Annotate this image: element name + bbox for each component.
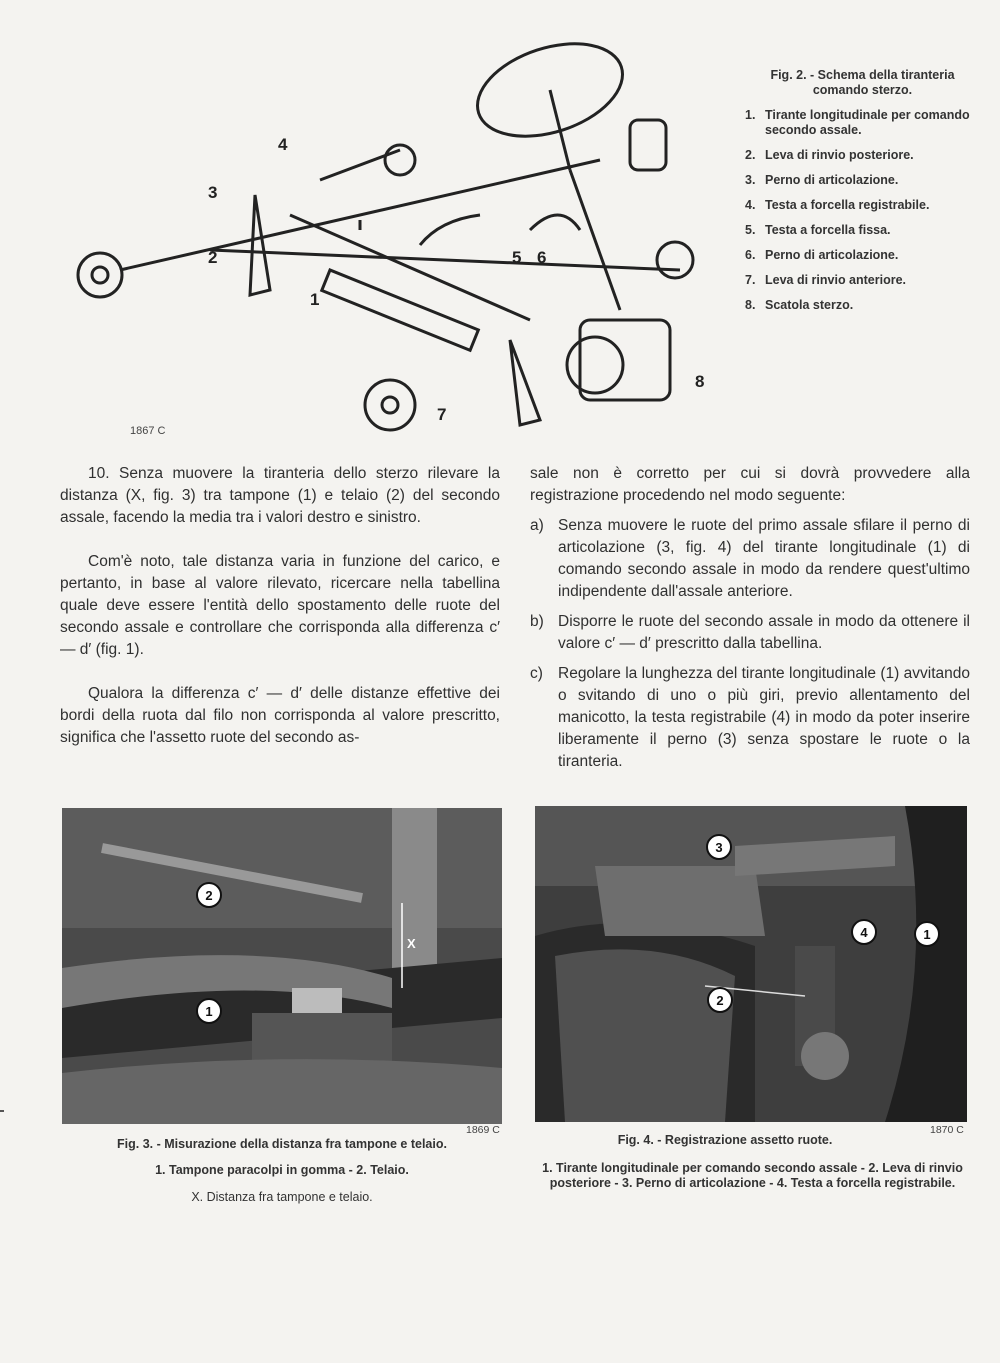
- fig4-badge-4: 4: [851, 919, 877, 945]
- item-number: 3.: [745, 173, 756, 187]
- fig2-item: [745, 248, 980, 263]
- item-text: Scatola sterzo.: [765, 298, 854, 312]
- item-text: Perno di articolazione.: [765, 248, 899, 262]
- fig4-photo-drawing: [535, 806, 967, 1122]
- paragraph: 10. Senza muovere la tiranteria dello sterzo rilevare la distanza (X, fig. 3) tra tampone (1) e telaio (2) del secondo assale, facendo la media tra i valori destro e sinistro.: [60, 465, 500, 526]
- steering-linkage-drawing: [60, 20, 740, 450]
- list-item: [530, 663, 970, 773]
- callout-1: 1: [310, 290, 320, 309]
- item-number: 7.: [745, 273, 756, 287]
- item-label: c): [530, 665, 543, 682]
- item-text: Testa a forcella registrabile.: [765, 198, 930, 212]
- item-number: 5.: [745, 223, 756, 237]
- fig3-caption: Fig. 3. - Misurazione della distanza fra tampone e telaio.: [117, 1137, 447, 1151]
- fig3-photo: [62, 808, 502, 1124]
- item-text: Tirante longitudinale per comando secondo assale.: [765, 108, 970, 137]
- item-number: 2.: [745, 148, 756, 162]
- fig4-badge-2: 2: [707, 987, 733, 1013]
- fig3-photo-drawing: [62, 808, 502, 1124]
- steering-linkage-diagram: [60, 20, 740, 450]
- fig4-caption: Fig. 4. - Registrazione assetto ruote.: [617, 1133, 833, 1147]
- fig2-items: [745, 108, 980, 313]
- callout-5: 5: [512, 248, 522, 267]
- item-number: 6.: [745, 248, 756, 262]
- item-number: 4.: [745, 198, 756, 212]
- item-text: Leva di rinvio posteriore.: [765, 148, 914, 162]
- fig4-photo: [535, 806, 967, 1122]
- fig2-item: [745, 223, 980, 238]
- item-number: 8.: [745, 298, 756, 312]
- fig4-legend: 1. Tirante longitudinale per comando secondo assale - 2. Leva di rinvio posteriore - 3. Perno di articolazione - 4. Testa a forcella registrabile.: [542, 1161, 963, 1190]
- fig2-item: [745, 298, 980, 313]
- fig3-badge-1: 1: [196, 998, 222, 1024]
- list-item: [530, 611, 970, 655]
- fig2-item: [745, 148, 980, 163]
- callout-3: 3: [208, 183, 218, 202]
- item-text: Testa a forcella fissa.: [765, 223, 891, 237]
- callout-6: 6: [537, 248, 547, 267]
- fig3-code: 1869 C: [466, 1124, 500, 1136]
- text-column-right: [530, 463, 970, 781]
- fig4-badge-1: 1: [914, 921, 940, 947]
- fig3-note: X. Distanza fra tampone e telaio.: [191, 1190, 373, 1204]
- callout-8: 8: [695, 372, 705, 391]
- list-item: [530, 515, 970, 603]
- edge-mark: [0, 1110, 4, 1112]
- fig3-legend: 1. Tampone paracolpi in gomma - 2. Telaio.: [155, 1163, 409, 1177]
- fig2-caption: Fig. 2. - Schema della tiranteria comando sterzo.: [770, 68, 955, 97]
- fig4-badge-3: 3: [706, 834, 732, 860]
- fig3-badge-2: 2: [196, 882, 222, 908]
- text-column-left: [60, 463, 500, 771]
- item-text: Senza muovere le ruote del primo assale sfilare il perno di articolazione (3, fig. 4) del tirante longitudinale (1) di comando secondo assale in modo da rendere quest'ultimo indipendente dall'assale anteriore.: [558, 517, 970, 600]
- fig2-legend: [745, 68, 980, 323]
- paragraph: sale non è corretto per cui si dovrà provvedere alla registrazione procedendo nel modo seguente:: [530, 465, 970, 504]
- item-text: Perno di articolazione.: [765, 173, 899, 187]
- fig2-item: [745, 108, 980, 138]
- callout-7: 7: [437, 405, 447, 424]
- fig2-item: [745, 198, 980, 213]
- diagram-code: 1867 C: [130, 425, 166, 437]
- fig4-code: 1870 C: [930, 1124, 964, 1136]
- callout-4: 4: [278, 135, 288, 154]
- item-text: Leva di rinvio anteriore.: [765, 273, 907, 287]
- item-label: a): [530, 517, 544, 534]
- item-text: Regolare la lunghezza del tirante longitudinale (1) avvitando o svitando di uno o più giri, previo allentamento del manicotto, la testa registrabile (4) in modo da poter inserire liberamente il perno (3) senza spostare le ruote o la tiranteria.: [558, 665, 970, 770]
- paragraph: Qualora la differenza c′ — d′ delle distanze effettive dei bordi della ruota dal filo non corrisponda al valore prescritto, significa che l'assetto ruote del secondo as-: [60, 685, 500, 746]
- fig2-item: [745, 273, 980, 288]
- item-number: 1.: [745, 108, 756, 122]
- fig2-item: [745, 173, 980, 188]
- fig3-x-label: X: [407, 936, 416, 951]
- item-label: b): [530, 613, 544, 630]
- item-text: Disporre le ruote del secondo assale in modo da ottenere il valore c′ — d′ prescritto dalla tabellina.: [558, 613, 970, 652]
- callout-2: 2: [208, 248, 218, 267]
- paragraph: Com'è noto, tale distanza varia in funzione del carico, e pertanto, in base al valore rilevato, ricercare nella tabellina quale deve essere l'entità dello spostamento delle ruote del secondo assale e controllare che corrisponda alla differenza c′ — d′ (fig. 1).: [60, 553, 500, 658]
